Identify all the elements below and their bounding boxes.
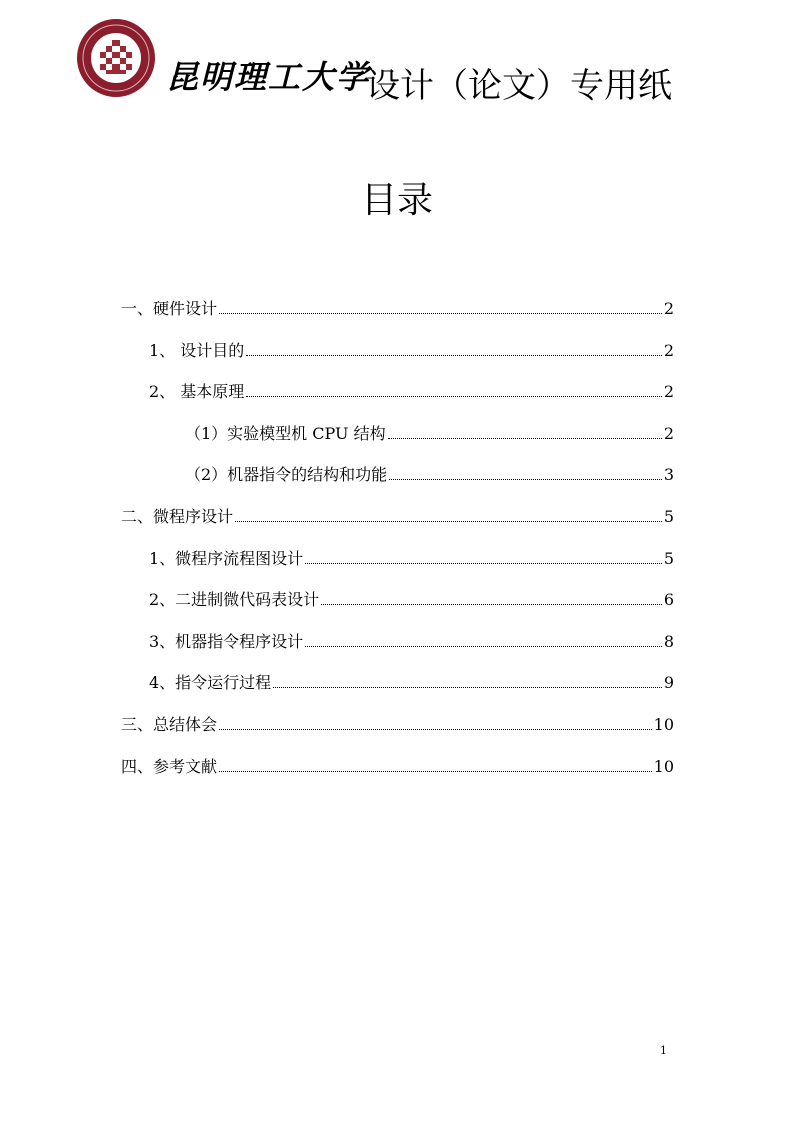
- toc-entry[interactable]: [121, 589, 674, 631]
- toc-entry[interactable]: [121, 298, 674, 340]
- toc-entry[interactable]: [121, 672, 674, 714]
- toc-entry[interactable]: [121, 381, 674, 423]
- toc-entry-text: （1）实验模型机 CPU 结构: [185, 423, 386, 443]
- toc-entry-page: 3: [663, 465, 674, 485]
- toc-entry-page: 5: [663, 506, 674, 526]
- university-seal-logo: [76, 18, 156, 98]
- toc-entry-page: 9: [663, 673, 674, 693]
- toc-entry[interactable]: [121, 423, 674, 465]
- toc-entry-text: 1、 设计目的: [149, 340, 245, 360]
- toc-entry-page: 10: [653, 714, 674, 734]
- dot-leader: [321, 603, 662, 605]
- toc-entry[interactable]: [121, 631, 674, 673]
- toc-entry-text: 2、 基本原理: [149, 382, 245, 402]
- toc-entry-text: 3、机器指令程序设计: [149, 631, 304, 651]
- footer-page-number: 1: [660, 1044, 667, 1057]
- toc-entry-page: 2: [663, 423, 674, 443]
- toc-entry[interactable]: [121, 340, 674, 382]
- dot-leader: [246, 395, 662, 397]
- toc-entry-page: 8: [663, 631, 674, 651]
- dot-leader: [305, 562, 662, 564]
- toc-entry-text: 1、微程序流程图设计: [149, 548, 304, 568]
- dot-leader: [235, 520, 662, 522]
- toc-entry[interactable]: [121, 548, 674, 590]
- toc-entry-page: 10: [653, 756, 674, 776]
- dot-leader: [219, 728, 652, 730]
- toc-entry-page: 2: [663, 382, 674, 402]
- dot-leader: [273, 686, 662, 688]
- dot-leader: [305, 645, 662, 647]
- header-subtitle: 设计（论文）专用纸: [366, 66, 672, 106]
- page-title: 目录: [360, 180, 433, 221]
- dot-leader: [246, 354, 662, 356]
- toc-entry-text: 一、硬件设计: [121, 299, 218, 318]
- university-name: 昆明理工大学: [166, 58, 371, 96]
- toc-entry[interactable]: [121, 756, 674, 798]
- toc-entry-text: （2）机器指令的结构和功能: [185, 465, 388, 485]
- table-of-contents: [121, 298, 674, 797]
- dot-leader: [388, 437, 662, 439]
- toc-entry-text: 二、微程序设计: [121, 506, 234, 526]
- toc-entry-page: 6: [663, 590, 674, 610]
- toc-entry[interactable]: [121, 506, 674, 548]
- toc-entry-page: 2: [663, 340, 674, 360]
- dot-leader: [219, 770, 652, 772]
- toc-entry-text: 四、参考文献: [121, 756, 218, 776]
- toc-entry[interactable]: [121, 714, 674, 756]
- toc-entry[interactable]: [121, 464, 674, 506]
- toc-entry-text: 2、二进制微代码表设计: [149, 590, 320, 610]
- dot-leader: [389, 478, 662, 480]
- toc-entry-page: 5: [663, 548, 674, 568]
- toc-entry-text: 4、指令运行过程: [149, 673, 272, 693]
- toc-entry-page: 2: [663, 299, 674, 318]
- toc-entry-text: 三、总结体会: [121, 714, 218, 734]
- dot-leader: [219, 312, 662, 314]
